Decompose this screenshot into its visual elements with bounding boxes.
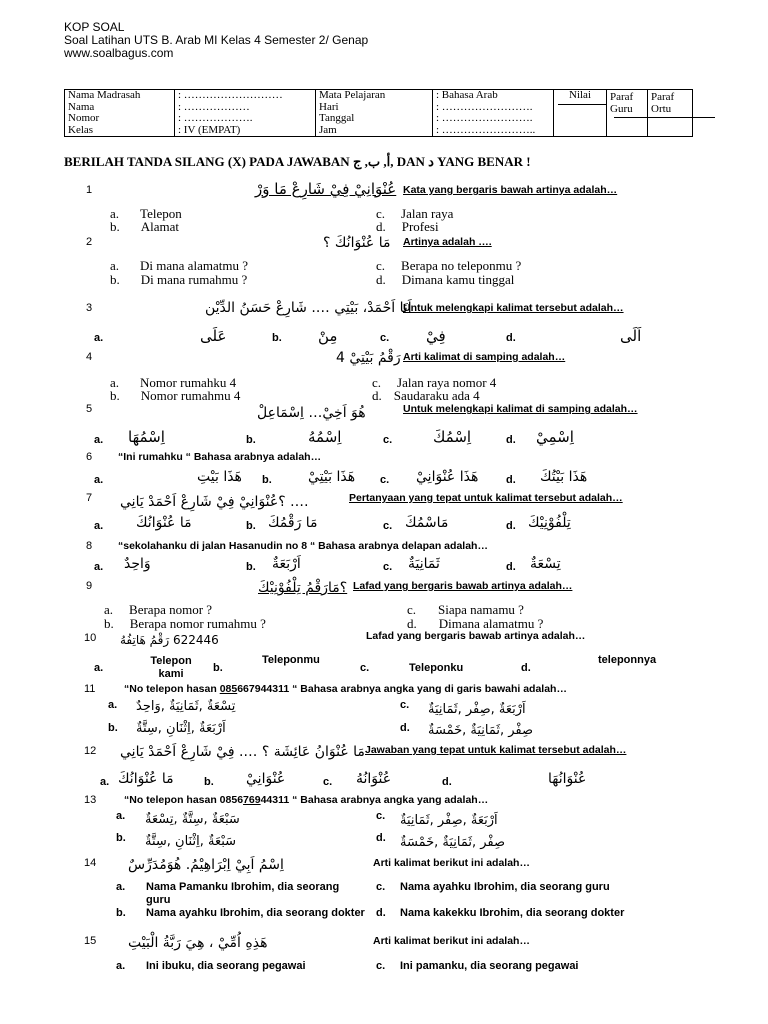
- option-a[interactable]: هَذَا بَيْتِ: [197, 469, 242, 485]
- question-number: 2: [86, 236, 93, 248]
- option-c-letter[interactable]: c.: [400, 699, 410, 711]
- option-d-letter[interactable]: d.: [506, 474, 516, 486]
- option-c-letter[interactable]: c.: [380, 332, 390, 344]
- option-b[interactable]: Teleponmu: [262, 654, 320, 666]
- option-a-letter[interactable]: a.: [94, 520, 104, 532]
- option-a-letter[interactable]: a.: [116, 960, 126, 972]
- question-number: 8: [86, 540, 93, 552]
- option-c-letter[interactable]: c.: [376, 881, 386, 893]
- option-b-letter[interactable]: b.: [272, 332, 282, 344]
- question-prompt: Pertanyaan yang tepat untuk kalimat tersebut adalah…: [349, 492, 623, 504]
- option-a[interactable]: Nama Pamanku Ibrohim, dia seorang guru: [146, 881, 340, 906]
- option-a-letter[interactable]: a.: [108, 699, 118, 711]
- question-prompt: Lafad yang bergaris bawab artinya adalah…: [353, 580, 573, 592]
- option-b-letter[interactable]: b.: [246, 520, 256, 532]
- option-d[interactable]: هَذَا بَيْتُكَ: [540, 469, 588, 485]
- option-a[interactable]: اِسْمُهَا: [128, 428, 165, 446]
- option-c-letter[interactable]: c.: [383, 561, 393, 573]
- option-c[interactable]: اِسْمُكَ: [433, 428, 472, 446]
- question-text: “No telepon hasan 085676944311 “ Bahasa arabnya angka yang adalah…: [124, 794, 489, 806]
- option-c[interactable]: اَرْبَعَةٌ ,صِفْر ,ثَمَانِيَةٌ: [428, 702, 526, 717]
- option-c-letter[interactable]: c.: [383, 434, 393, 446]
- option-a-letter[interactable]: a.: [94, 434, 104, 446]
- option-d-letter[interactable]: d.: [506, 561, 516, 573]
- arabic-text: اِسْمُ اَبِيْ اِبْرَاهِيْمُ. هُوَمُدَرِّسٌ: [128, 857, 284, 873]
- option-c[interactable]: Ini pamanku, dia seorang pegawai: [400, 960, 579, 972]
- option-d-letter[interactable]: d.: [506, 520, 516, 532]
- arabic-text: مَا عُنْوَانُكَ ؟: [323, 235, 391, 251]
- option-b[interactable]: b. Berapa nomor rumahmu ?: [104, 616, 266, 631]
- doc-subtitle: Soal Latihan UTS B. Arab MI Kelas 4 Semester 2/ Genap: [64, 33, 369, 47]
- option-b[interactable]: مِنْ: [318, 327, 338, 345]
- question-text: “No telepon hasan 085667944311 “ Bahasa arabnya angka yang di garis bawahi adalah…: [124, 683, 567, 695]
- option-b[interactable]: b. Alamat: [110, 219, 180, 234]
- option-a-letter[interactable]: a.: [100, 776, 110, 788]
- option-b-letter[interactable]: b.: [213, 662, 223, 674]
- question-number: 13: [84, 794, 97, 806]
- option-b[interactable]: اَرْبَعَةٌ: [272, 556, 301, 572]
- option-c[interactable]: c. Jalan raya nomor 4: [372, 375, 497, 390]
- option-b-letter[interactable]: b.: [262, 474, 272, 486]
- option-a[interactable]: تِسْعَةٌ ,ثَمَانِيَةٌ ,وَاحِدٌ: [136, 699, 236, 714]
- option-a-letter[interactable]: a.: [94, 561, 104, 573]
- option-d-letter[interactable]: d.: [442, 776, 452, 788]
- question-prompt: Arti kalimat berikut ini adalah…: [373, 857, 530, 869]
- option-d[interactable]: تِسْعَةٌ: [530, 556, 561, 572]
- option-a-letter[interactable]: a.: [116, 881, 126, 893]
- question-prompt: Lafad yang bergaris bawab artinya adalah…: [366, 630, 586, 642]
- arabic-text: …. ؟عُنْوَانِيْ فِيْ شَارِعْ اَحْمَدْ يَانِي: [120, 494, 309, 510]
- option-c[interactable]: اَرْبَعَةٌ ,صِفْر ,ثَمَانِيَةٌ: [400, 813, 498, 828]
- option-c-letter[interactable]: c.: [383, 520, 393, 532]
- labels-mid: Mata Pelajaran Hari Tanggal Jam: [316, 90, 433, 137]
- option-a-letter[interactable]: a.: [116, 810, 126, 822]
- option-c[interactable]: c. Siapa namamu ?: [407, 602, 524, 617]
- nilai-box[interactable]: Nilai: [554, 90, 607, 137]
- values-mid[interactable]: : Bahasa Arab : ……………………. : ……………………. : ……………………..: [433, 90, 554, 137]
- arabic-text: رَقْمُ بَيْتِيْ 4: [336, 350, 401, 366]
- question-prompt: Arti kalimat berikut ini adalah…: [373, 935, 530, 947]
- values-left[interactable]: : ……………………… : ……………… : ………………. : IV (EMPAT): [175, 90, 316, 137]
- option-c[interactable]: Teleponku: [409, 662, 464, 674]
- option-b[interactable]: مَا رَقْمُكَ: [268, 515, 318, 531]
- option-b[interactable]: b. Nomor rumahmu 4: [110, 388, 241, 403]
- paraf-guru-box[interactable]: Paraf Guru: [607, 90, 648, 137]
- paraf-divider: [614, 117, 715, 118]
- question-number: 5: [86, 403, 93, 415]
- option-a[interactable]: Telepon kami: [150, 655, 192, 680]
- option-a[interactable]: مَا عُنْوَانُكَ: [136, 515, 192, 531]
- option-a[interactable]: وَاحِدٌ: [124, 556, 151, 572]
- question-text: “sekolahanku di jalan Hasanudin no 8 “ Bahasa arabnya delapan adalah…: [118, 540, 488, 552]
- arabic-text: 622446 رَقْمُ هَاتِفُهُ: [120, 633, 219, 647]
- option-d[interactable]: صِفْر ,ثَمَانِيَةٌ ,خَمْسَةٌ: [428, 723, 534, 738]
- option-d-letter[interactable]: d.: [376, 832, 386, 844]
- option-a[interactable]: Ini ibuku, dia seorang pegawai: [146, 960, 306, 972]
- question-number: 4: [86, 351, 93, 363]
- question-number: 11: [84, 683, 96, 695]
- option-b-letter[interactable]: b.: [116, 832, 126, 844]
- question-number: 1: [86, 184, 93, 196]
- option-d[interactable]: تِلْفُوْنِيْكَ: [528, 515, 571, 531]
- option-a[interactable]: a. Berapa nomor ?: [104, 602, 213, 617]
- question-prompt: Artinya adalah ….: [403, 236, 492, 248]
- option-b[interactable]: هَذَا بَيْتِيْ: [308, 469, 356, 485]
- option-c[interactable]: فِيْ: [426, 327, 446, 345]
- option-b[interactable]: اِسْمُهُ: [308, 428, 342, 446]
- paraf-ortu-box[interactable]: Paraf Ortu: [648, 90, 693, 137]
- question-prompt: Kata yang bergaris bawah artinya adalah…: [403, 184, 618, 196]
- option-b[interactable]: اَرْبَعَةٌ ,اِثْنَانِ ,سِتَّةٌ: [136, 721, 226, 736]
- nilai-divider: [558, 104, 606, 105]
- option-c[interactable]: ثَمَانِيَةٌ: [408, 556, 440, 572]
- option-d-letter[interactable]: d.: [521, 662, 531, 674]
- option-c[interactable]: Nama ayahku Ibrohim, dia seorang guru: [400, 881, 610, 893]
- option-b-letter[interactable]: b.: [246, 434, 256, 446]
- option-a-letter[interactable]: a.: [94, 332, 104, 344]
- option-c[interactable]: مَاسْمُكَ: [405, 515, 449, 531]
- option-b[interactable]: Nama ayahku Ibrohim, dia seorang dokter: [146, 907, 365, 919]
- option-c-letter[interactable]: c.: [380, 474, 390, 486]
- option-a[interactable]: مَا عُنْوَانُكَ: [118, 771, 174, 787]
- question-number: 15: [84, 935, 97, 947]
- option-d[interactable]: teleponnya: [598, 654, 657, 666]
- kop-soal: KOP SOAL: [64, 20, 125, 34]
- option-a[interactable]: سَبْعَةٌ ,سِتَّةٌ ,تِسْعَةٌ: [145, 812, 240, 827]
- option-c[interactable]: c. Berapa no teleponmu ?: [376, 258, 522, 273]
- option-d-letter[interactable]: d.: [376, 907, 386, 919]
- option-a[interactable]: a. Di mana alamatmu ?: [110, 258, 248, 273]
- arabic-text: ؟مَارَقْمُ تِلْفُوْنِيْكَ: [258, 580, 348, 596]
- option-d[interactable]: d. Saudaraku ada 4: [372, 388, 480, 403]
- option-d-letter[interactable]: d.: [400, 722, 410, 734]
- question-number: 10: [84, 632, 97, 644]
- question-prompt: Untuk melengkapi kalimat tersebut adalah…: [403, 302, 624, 314]
- arabic-text: هَذِهِ اُمِّيْ ، هِيَ رَبَّةُ الْبَيْتِ: [128, 935, 268, 951]
- option-c[interactable]: عُنْوَانُهُ: [356, 771, 392, 787]
- arabic-text: هُوَ اَخِيْ… اِسْمَاعِلْ: [257, 405, 366, 421]
- option-d-letter[interactable]: d.: [506, 332, 516, 344]
- question-number: 6: [86, 451, 93, 463]
- option-d[interactable]: d. Dimana alamatmu ?: [407, 616, 544, 631]
- option-d[interactable]: d. Dimana kamu tinggal: [376, 272, 515, 287]
- option-a-letter[interactable]: a.: [94, 474, 104, 486]
- arabic-text: مَا عُنْوَانُ عَائِشَة ؟ …. فِيْ شَارِعْ اَحْمَدْ يَانِي: [120, 744, 365, 760]
- option-c-letter[interactable]: c.: [376, 810, 386, 822]
- option-c-letter[interactable]: c.: [323, 776, 333, 788]
- question-prompt: Jawaban yang tepat untuk kalimat tersebut adalah…: [365, 744, 627, 756]
- arabic-text: اَنَا اَحْمَدْ، بَيْتِي …. شَارِعْ حَسَنُ الدِّيْن: [205, 300, 412, 316]
- option-d[interactable]: صِفْر ,ثَمَانِيَةٌ ,خَمْسَةٌ: [400, 835, 506, 850]
- option-d[interactable]: اَلَى: [620, 327, 642, 345]
- option-a[interactable]: عَلَى: [200, 327, 227, 345]
- option-c[interactable]: هَذَا عُنْوَانِيْ: [416, 469, 479, 485]
- option-b[interactable]: عُنْوَانِيْ: [246, 771, 286, 787]
- question-number: 3: [86, 302, 93, 314]
- option-a-letter[interactable]: a.: [94, 662, 104, 674]
- option-d-letter[interactable]: d.: [506, 434, 516, 446]
- website: www.soalbagus.com: [64, 46, 174, 60]
- option-b[interactable]: b. Di mana rumahmu ?: [110, 272, 248, 287]
- question-number: 12: [84, 745, 97, 757]
- option-d[interactable]: d. Profesi: [376, 219, 439, 234]
- option-c[interactable]: c. Jalan raya: [376, 206, 454, 221]
- option-a[interactable]: a. Nomor rumahku 4: [110, 375, 237, 390]
- option-b-letter[interactable]: b.: [204, 776, 214, 788]
- question-number: 14: [84, 857, 97, 869]
- question-prompt: Untuk melengkapi kalimat di samping adalah…: [403, 403, 638, 415]
- question-number: 9: [86, 580, 93, 592]
- question-prompt: Arti kalimat di samping adalah…: [403, 351, 566, 363]
- question-text: “Ini rumahku “ Bahasa arabnya adalah…: [118, 451, 322, 463]
- option-b-letter[interactable]: b.: [116, 907, 126, 919]
- option-c-letter[interactable]: c.: [360, 662, 370, 674]
- identity-table: [64, 89, 693, 137]
- option-d[interactable]: عُنْوَانُهَا: [548, 771, 587, 787]
- option-a[interactable]: a. Telepon: [110, 206, 182, 221]
- option-b-letter[interactable]: b.: [108, 722, 118, 734]
- labels-left: Nama Madrasah Nama Nomor Kelas: [65, 90, 175, 137]
- instruction-title: BERILAH TANDA SILANG (X) PADA JAWABAN أ, ب, ج, DAN د YANG BENAR !: [64, 154, 531, 169]
- option-c-letter[interactable]: c.: [376, 960, 386, 972]
- arabic-text: عُنْوَانِيْ فِيْ شَارِعْ مَا وَرْ: [255, 180, 397, 198]
- option-b[interactable]: سَبْعَةٌ ,اِثْنَانِ ,سِتَّةٌ: [145, 834, 237, 849]
- option-b-letter[interactable]: b.: [246, 561, 256, 573]
- option-d[interactable]: اِسْمِيْ: [536, 428, 574, 446]
- option-d[interactable]: Nama kakekku Ibrohim, dia seorang dokter: [400, 907, 625, 919]
- question-number: 7: [86, 492, 93, 504]
